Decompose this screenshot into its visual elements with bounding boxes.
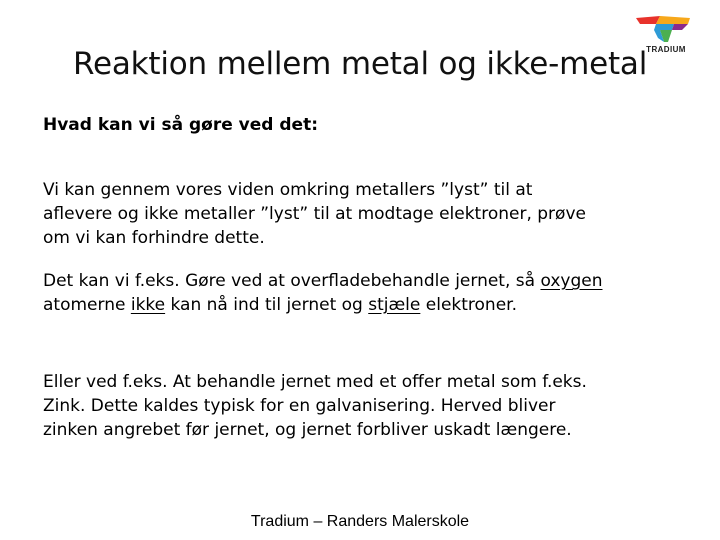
paragraph-3 — [43, 370, 587, 442]
paragraph-1 — [43, 178, 586, 250]
tradium-logo — [630, 12, 702, 62]
underlined-word-oxygen: oxygen — [540, 271, 603, 291]
question-heading: Hvad kan vi så gøre ved det: — [43, 115, 319, 135]
text-run: Det kan vi f.eks. Gøre ved at overfladebehandle jernet, så — [43, 271, 541, 291]
text-run: atomerne — [43, 295, 131, 315]
underlined-word-stjaele: stjæle — [368, 295, 421, 315]
slide-title: Reaktion mellem metal og ikke-metal — [73, 46, 648, 82]
paragraph-1-line: Vi kan gennem vores viden omkring metallers ”lyst” til at — [43, 180, 533, 200]
paragraph-1-line: aflevere og ikke metaller ”lyst” til at modtage elektroner, prøve — [43, 204, 586, 224]
paragraph-1-line: om vi kan forhindre dette. — [43, 228, 265, 248]
paragraph-2-line — [43, 269, 603, 293]
paragraph-3-line: zinken angrebet før jernet, og jernet forbliver uskadt længere. — [43, 420, 572, 440]
paragraph-2 — [43, 269, 603, 317]
paragraph-2-line — [43, 293, 603, 317]
underlined-word-ikke: ikke — [130, 295, 166, 315]
text-run: elektroner. — [420, 295, 517, 315]
logo-mark-icon — [630, 12, 702, 46]
text-run: kan nå ind til jernet og — [165, 295, 369, 315]
paragraph-3-line: Eller ved f.eks. At behandle jernet med et offer metal som f.eks. — [43, 372, 587, 392]
logo-text: TRADIUM — [646, 45, 686, 54]
paragraph-3-line: Zink. Dette kaldes typisk for en galvanisering. Herved bliver — [43, 396, 556, 416]
footer: Tradium – Randers Malerskole — [250, 513, 470, 530]
